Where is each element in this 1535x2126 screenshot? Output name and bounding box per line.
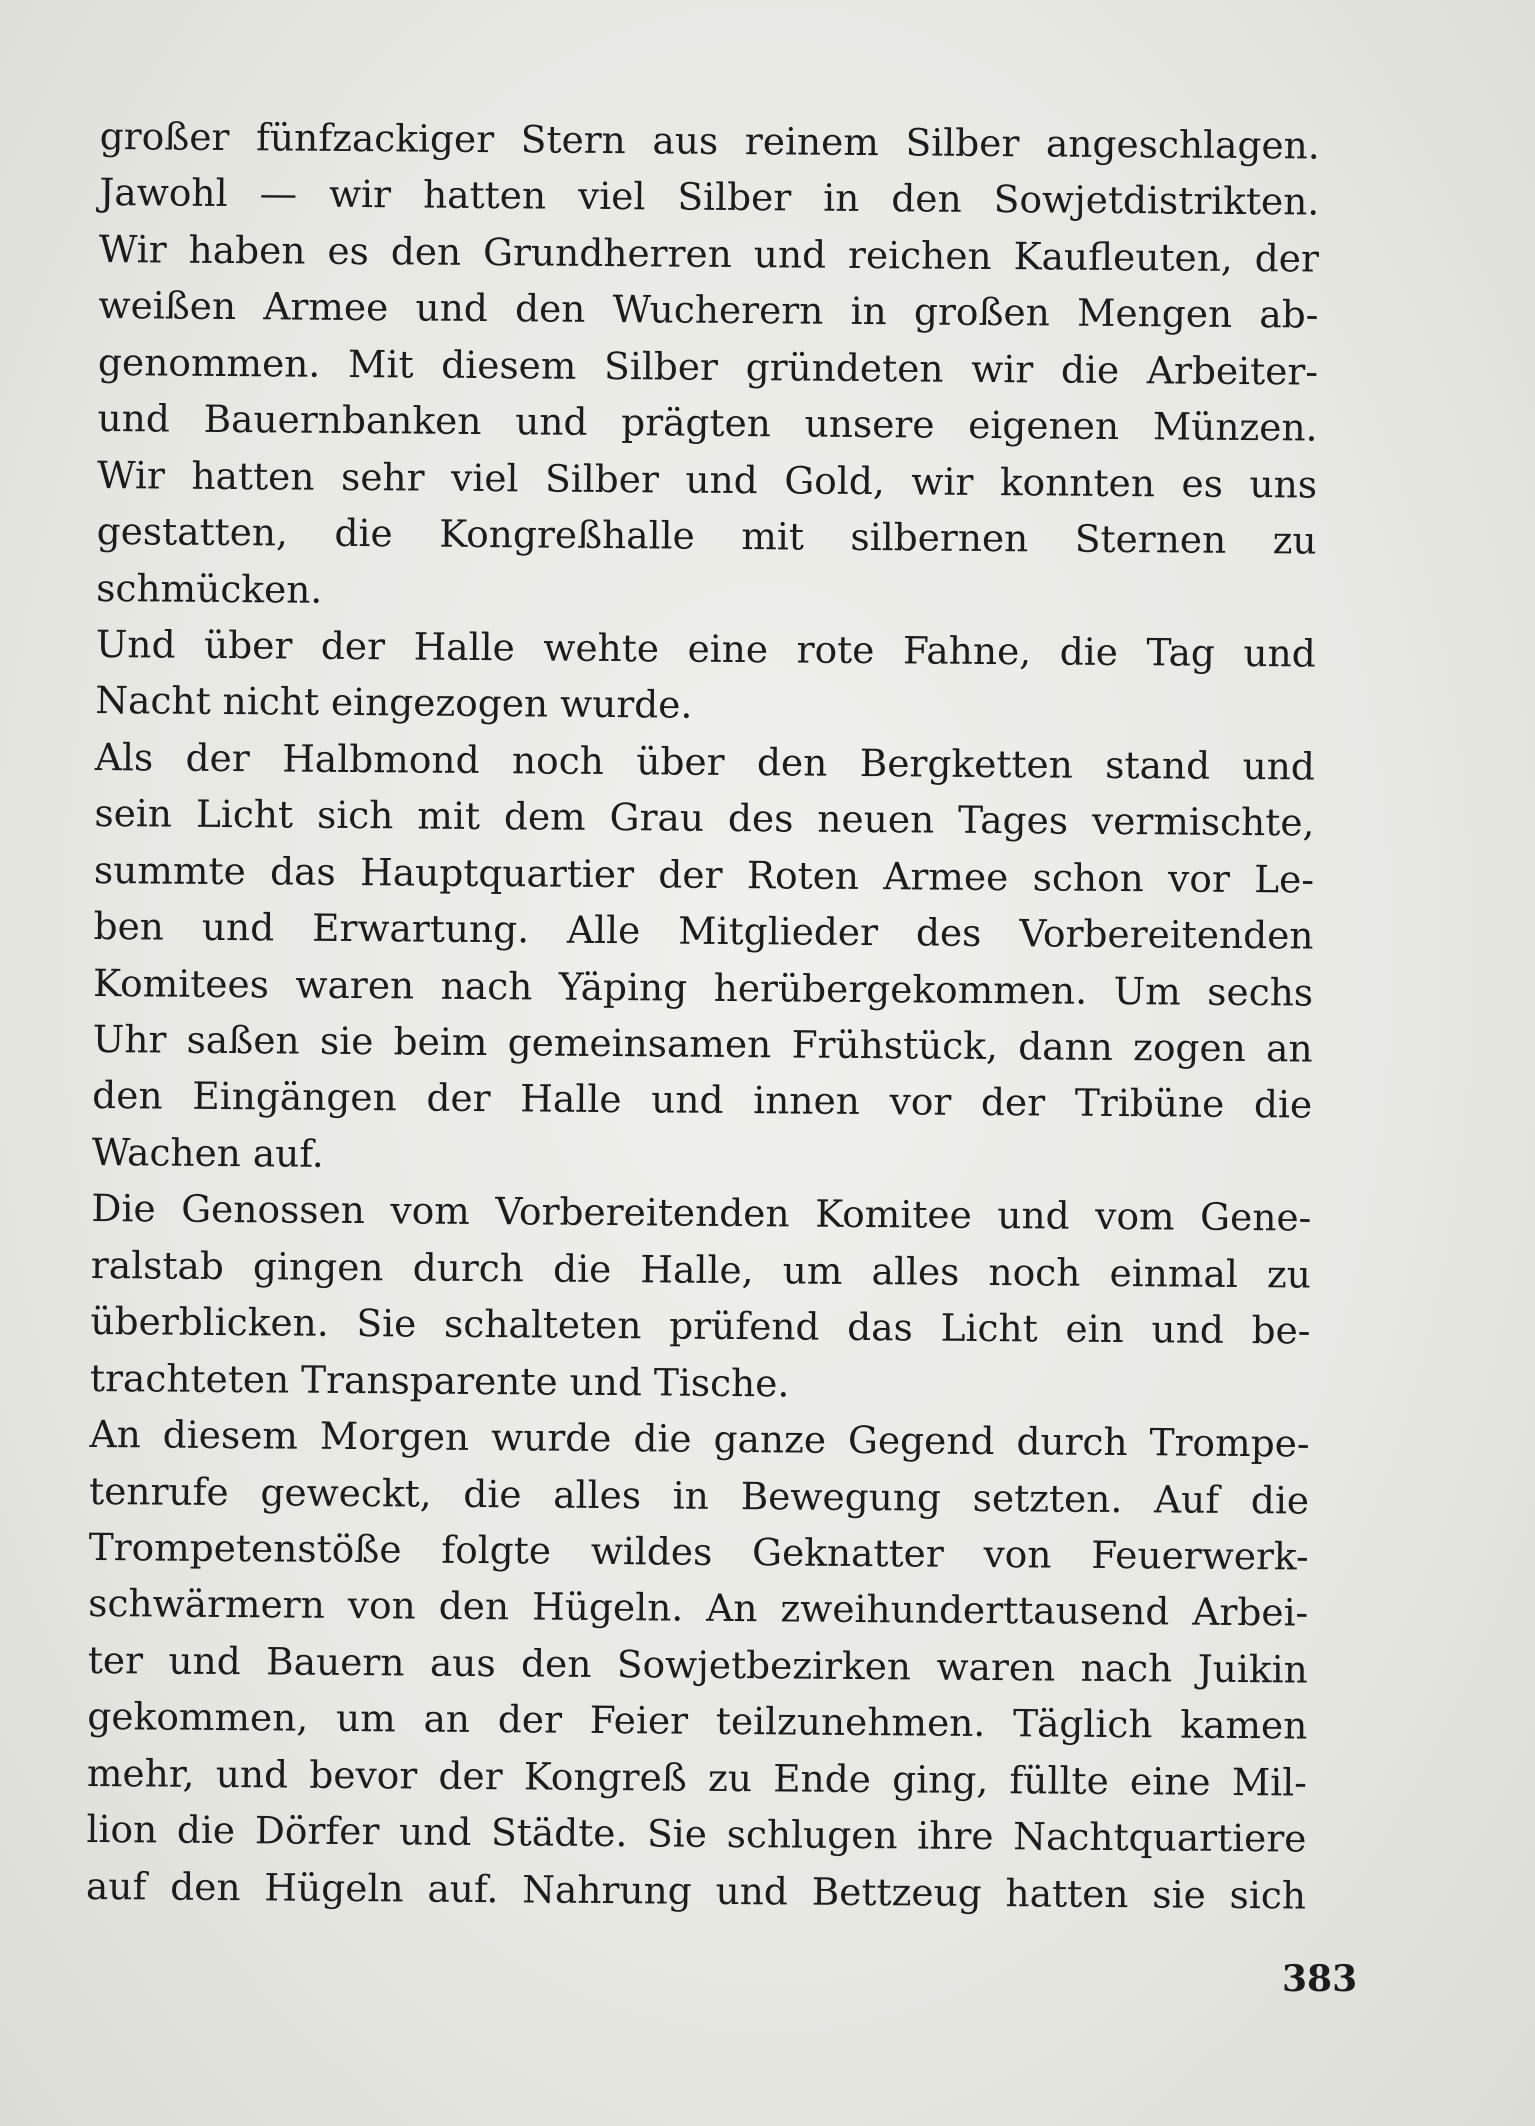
text-line: ralstab gingen durch die Halle, um alles noch einmal zu [90,1242,1312,1297]
text-line: An diesem Morgen wurde die ganze Gegend durch Trompe- [89,1412,1310,1466]
text-line: mehr, und bevor der Kongreß zu Ende ging, füllte eine Mil- [86,1750,1308,1805]
text-line: Und über der Halle wehte eine rote Fahne, die Tag und [95,621,1316,676]
text-line: Trompetenstöße folgte wildes Geknatter von Feuerwerk- [88,1524,1309,1579]
text-line: ter und Bauern aus den Sowjetbezirken waren nach Juikin [87,1637,1308,1692]
text-line: lion die Dörfer und Städte. Sie schlugen ihre Nachtquartiere [86,1807,1307,1861]
text-line: weißen Armee und den Wucherern in großen Mengen ab- [98,283,1319,337]
text-line: trachteten Transparente und Tische. [89,1355,790,1406]
text-line: ben und Erwartung. Alle Mitglieder des Vorbereitenden [93,904,1314,958]
text-line: Jawohl — wir hatten viel Silber in den Sowjetdistrikten. [99,170,1320,225]
text-line: gekommen, um an der Feier teilzunehmen. Täglich kamen [87,1694,1308,1748]
text-line: gestatten, die Kongreßhalle mit silbernen Sternen zu [96,509,1317,563]
text-line: den Eingängen der Halle und innen vor der Tribüne die [92,1073,1313,1127]
text-line: Die Genossen vom Vorbereitenden Komitee und vom Gene- [91,1186,1312,1240]
body-text [86,108,1320,1924]
text-line: großer fünfzackiger Stern aus reinem Silber angeschlagen. [99,113,1320,168]
text-line: summte das Hauptquartier der Roten Armee schon vor Le- [93,847,1315,902]
text-line: auf den Hügeln auf. Nahrung und Bettzeug hatten sie sich [85,1863,1307,1918]
text-line: Uhr saßen sie beim gemeinsamen Frühstück, dann zogen an [92,1016,1313,1071]
text-line: Komitees waren nach Yäping herübergekommen. Um sechs [92,960,1314,1015]
text-line: Wir haben es den Grundherren und reichen Kaufleuten, der [98,226,1320,281]
text-line: Nacht nicht eingezogen wurde. [95,678,693,728]
page-number: 383 [1282,1958,1358,2000]
text-line: Wachen auf. [91,1129,324,1176]
text-line: schwärmern von den Hügeln. An zweihunderttausend Arbei- [88,1581,1309,1635]
text-line: genommen. Mit diesem Silber gründeten wir die Arbeiter- [97,339,1319,394]
text-line: überblicken. Sie schalteten prüfend das Licht ein und be- [90,1299,1311,1353]
text-line: Als der Halbmond noch über den Bergketten stand und [94,734,1316,789]
text-line: tenrufe geweckt, die alles in Bewegung setzten. Auf die [88,1468,1310,1523]
text-line: und Bauernbanken und prägten unsere eigenen Münzen. [97,396,1318,450]
text-line: schmücken. [96,565,323,612]
text-line: Wir hatten sehr viel Silber und Gold, wir konnten es uns [96,452,1318,507]
text-line: sein Licht sich mit dem Grau des neuen Tages vermischte, [94,791,1315,845]
